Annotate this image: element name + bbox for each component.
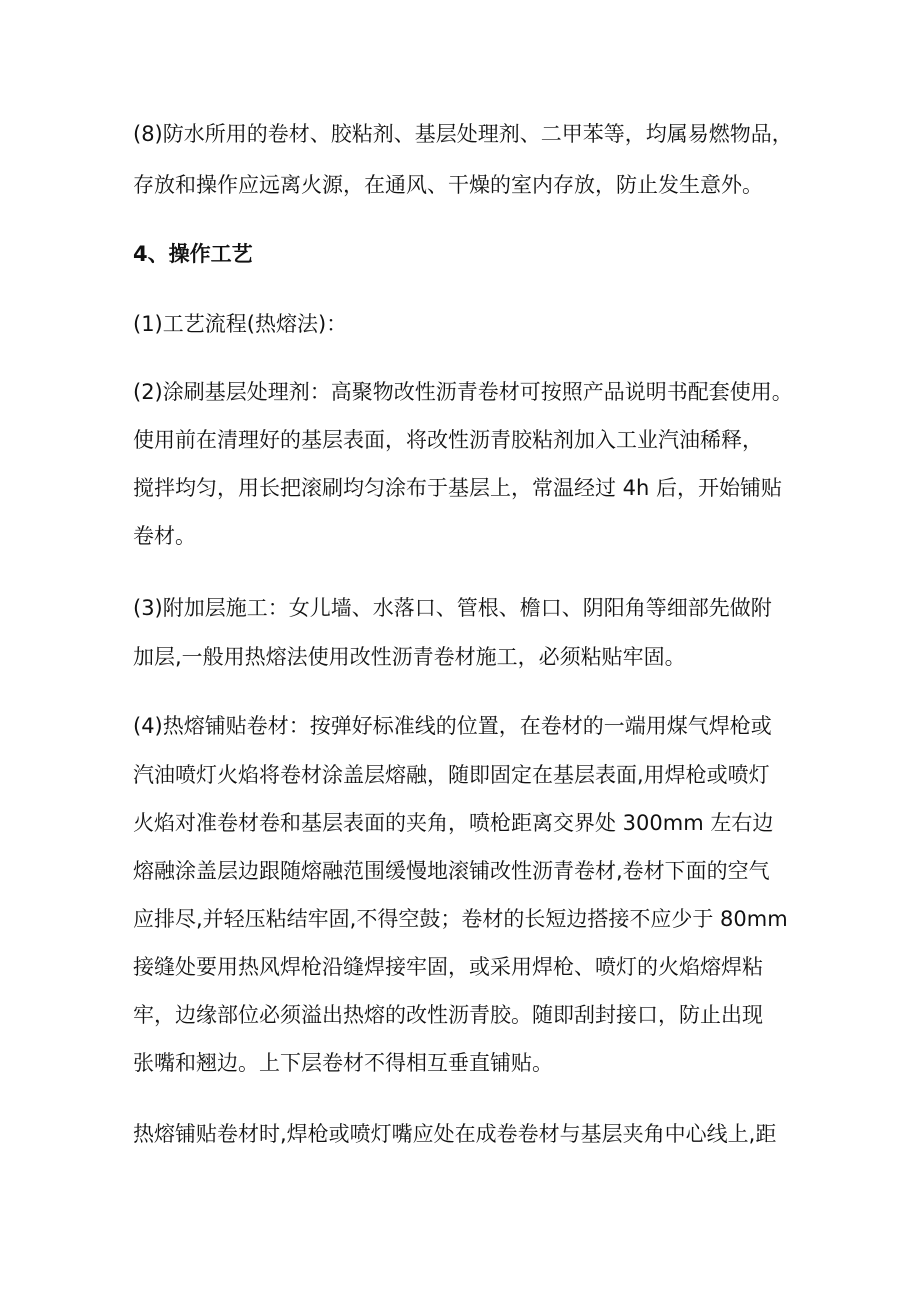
text-line: (2)涂刷基层处理剂：高聚物改性沥青卷材可按照产品说明书配套使用。 <box>133 380 793 404</box>
text-line: 火焰对准卷材卷和基层表面的夹角，喷枪距离交界处 300mm 左右边 <box>133 811 774 835</box>
text-line: 张嘴和翘边。上下层卷材不得相互垂直铺贴。 <box>133 1051 553 1075</box>
text-line: (8)防水所用的卷材、胶粘剂、基层处理剂、二甲苯等，均属易燃物品， <box>133 122 793 146</box>
text-line: 加层,一般用热熔法使用改性沥青卷材施工，必须粘贴牢固。 <box>133 645 686 669</box>
text-line: 卷材。 <box>133 524 196 548</box>
text-line: 使用前在清理好的基层表面，将改性沥青胶粘剂加入工业汽油稀释， <box>133 428 763 452</box>
text-line: 熔融涂盖层边跟随熔融范围缓慢地滚铺改性沥青卷材,卷材下面的空气 <box>133 859 770 883</box>
section-heading: 4、操作工艺 <box>133 242 253 266</box>
text-line: 牢，边缘部位必须溢出热熔的改性沥青胶。随即刮封接口，防止出现 <box>133 1003 763 1027</box>
text-line: 存放和操作应远离火源，在通风、干燥的室内存放，防止发生意外。 <box>133 173 763 197</box>
text-line: (4)热熔铺贴卷材：按弹好标准线的位置，在卷材的一端用煤气焊枪或 <box>133 714 772 738</box>
text-line: 热熔铺贴卷材时,焊枪或喷灯嘴应处在成卷卷材与基层夹角中心线上,距 <box>133 1122 777 1146</box>
step-1-text: (1)工艺流程(热熔法)： <box>133 312 348 336</box>
text-line: 搅拌均匀，用长把滚刷均匀涂布于基层上，常温经过 4h 后，开始铺贴 <box>133 476 783 500</box>
text-line: 应排尽,并轻压粘结牢固,不得空鼓；卷材的长短边搭接不应少于 80mm <box>133 907 788 931</box>
text-line: 汽油喷灯火焰将卷材涂盖层熔融，随即固定在基层表面,用焊枪或喷灯 <box>133 763 770 787</box>
text-line: (3)附加层施工：女儿墙、水落口、管根、檐口、阴阳角等细部先做附 <box>133 596 772 620</box>
text-line: 接缝处要用热风焊枪沿缝焊接牢固，或采用焊枪、喷灯的火焰熔焊粘 <box>133 955 763 979</box>
